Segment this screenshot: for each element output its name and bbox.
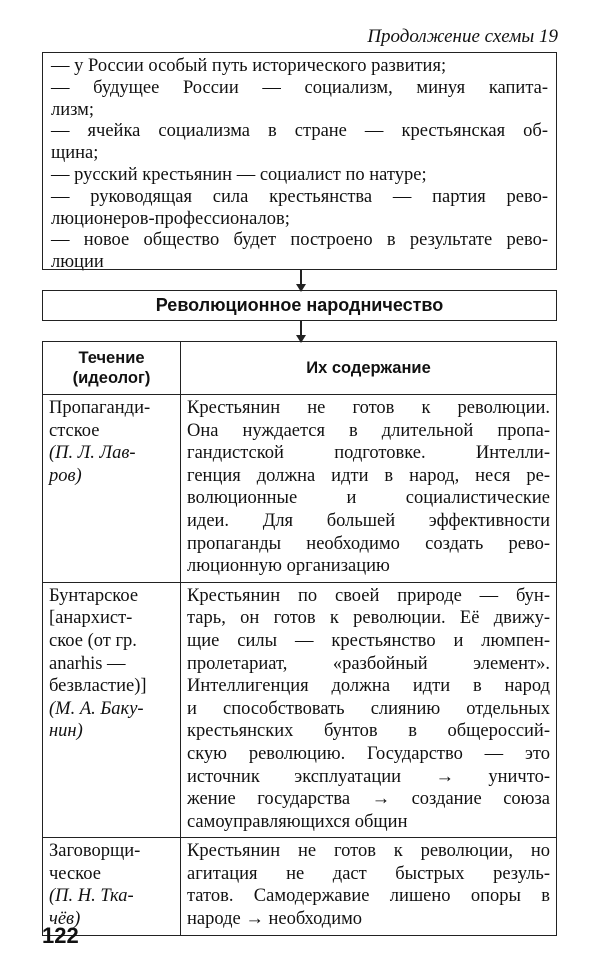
table-row	[43, 395, 557, 583]
table-row	[43, 582, 557, 838]
content-line: Крестьянин не готов к революции, но	[187, 841, 550, 862]
ideas-box	[42, 52, 557, 273]
currents-table	[42, 341, 557, 936]
content-line: и способствовать слиянию отдельных	[187, 698, 550, 719]
scheme-caption: Продолжение схемы 19	[367, 26, 558, 47]
idea-line: люции	[51, 252, 104, 273]
current-name: безвластие)]	[49, 676, 147, 697]
content-line: люционную организацию	[187, 556, 390, 577]
section-heading: Революционное народничество	[42, 290, 557, 321]
content-line: Интеллигенция должна идти в народ	[187, 676, 550, 697]
content-line: волюционные и социалистические	[187, 488, 550, 509]
content-cell	[181, 395, 557, 583]
current-cell	[43, 582, 181, 838]
idea-line: — новое общество будет построено в результате рево-	[51, 230, 548, 251]
table-row	[43, 838, 557, 935]
idea-line: щина;	[51, 143, 99, 164]
idea-line: люционеров-профессионалов;	[51, 208, 290, 229]
content-line: идеи. Для большей эффективности	[187, 510, 550, 531]
idea-line: — руководящая сила крестьянства — партия рево-	[51, 186, 548, 207]
content-line: жение государства → создание союза	[187, 789, 550, 810]
header-content: Их содержание	[181, 342, 557, 395]
header-line: Течение	[78, 349, 145, 367]
content-line: тарь, он готов к революции. Её движу-	[187, 608, 550, 629]
down-arrow-icon	[300, 270, 302, 290]
content-line: щие силы — крестьянство и люмпен-	[187, 630, 550, 651]
content-line: Крестьянин по своей природе — бун-	[187, 585, 550, 606]
current-cell	[43, 395, 181, 583]
content-line: крестьянских бунтов в общероссий-	[187, 721, 550, 742]
current-name: Пропаганди-	[49, 398, 151, 418]
content-cell	[181, 838, 557, 935]
current-name: [анархист-	[49, 608, 133, 629]
content-line: пропаганды необходимо создать рево-	[187, 533, 550, 554]
page-number: 122	[42, 923, 79, 948]
current-cell	[43, 838, 181, 935]
content-line: генция должна идти в народ, неся ре-	[187, 465, 550, 486]
ideologist: чёв)	[49, 909, 81, 930]
header-line: (идеолог)	[72, 369, 151, 387]
current-name: Бунтарское	[49, 585, 139, 606]
current-name: anarhis —	[49, 653, 126, 674]
current-name: ское (от гр.	[49, 630, 137, 651]
idea-line: лизм;	[51, 99, 95, 120]
table-header-row	[43, 342, 557, 395]
content-line: народе → необходимо	[187, 909, 363, 930]
idea-line: — у России особый путь исторического развития;	[51, 56, 447, 76]
idea-line: — будущее России — социализм, минуя капита-	[51, 77, 548, 98]
content-cell	[181, 582, 557, 838]
ideologist: ров)	[49, 465, 82, 486]
ideologist: (П. Л. Лав-	[49, 443, 136, 464]
current-name: Заговорщи-	[49, 841, 141, 862]
ideologist: нин)	[49, 721, 83, 742]
ideologist: (М. А. Баку-	[49, 698, 144, 719]
down-arrow-icon	[300, 321, 302, 341]
content-line: пролетариат, «разбойный элемент».	[187, 653, 550, 674]
content-line: Крестьянин не готов к революции.	[187, 398, 550, 418]
content-line: источник эксплуатации → уничто-	[187, 766, 550, 787]
current-name: стское	[49, 420, 100, 441]
idea-line: — русский крестьянин — социалист по натуре;	[51, 164, 427, 185]
ideologist: (П. Н. Тка-	[49, 886, 134, 907]
current-name: ческое	[49, 863, 101, 884]
content-line: агитация не даст быстрых резуль-	[187, 863, 550, 884]
content-line: скую революцию. Государство — это	[187, 743, 550, 764]
idea-line: — ячейка социализма в стране — крестьянская об-	[51, 121, 548, 142]
content-line: татов. Самодержавие лишено опоры в	[187, 886, 550, 907]
header-current	[43, 342, 181, 395]
content-line: Она нуждается в длительной пропа-	[187, 420, 550, 441]
content-line: самоуправляющихся общин	[187, 811, 408, 832]
content-line: гандистской подготовке. Интелли-	[187, 443, 550, 464]
